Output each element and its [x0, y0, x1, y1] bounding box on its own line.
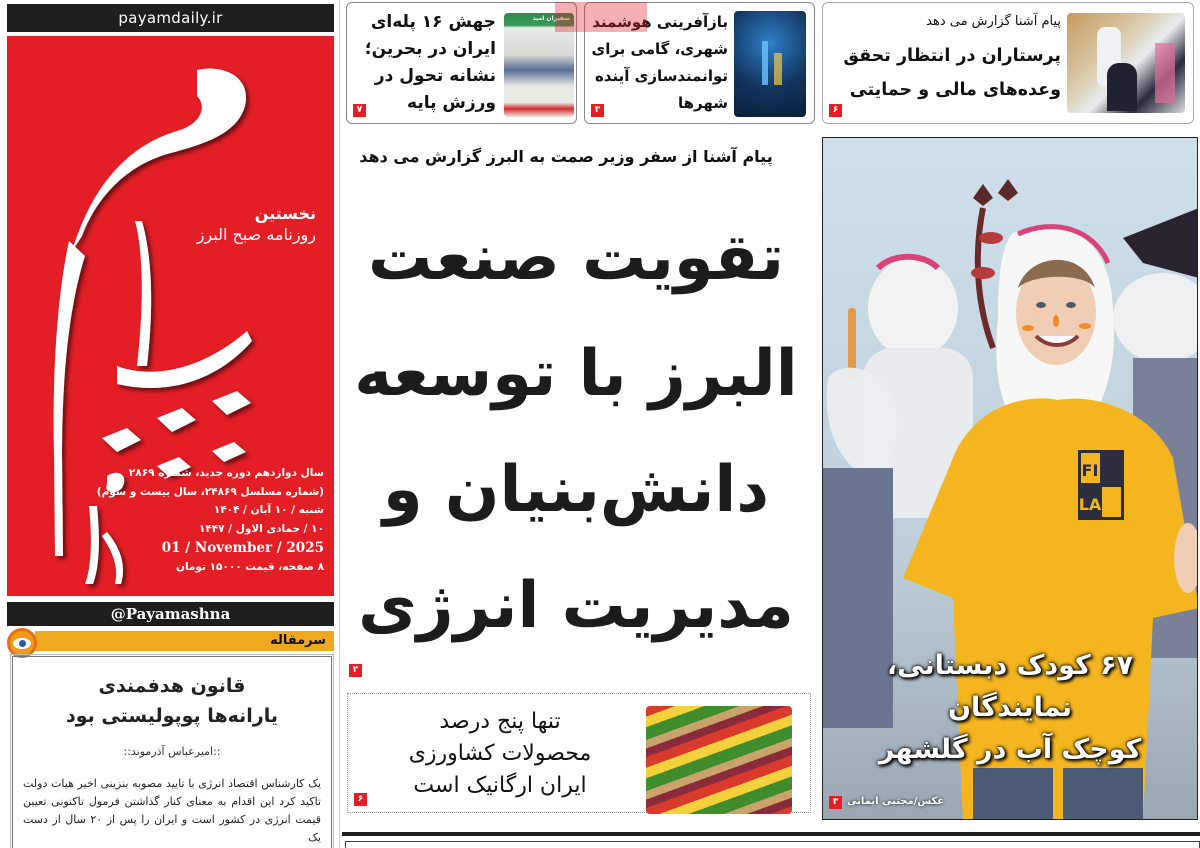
page-number-badge: ۶	[354, 793, 367, 806]
editorial-body: یک کارشناس اقتصاد انرژی با تایید مصوبه بنزینی اخیر هیات دولت تاکید کرد این اقدام به معنای کنار گذاشتن فرمول تاکنونی تعیین قیمت انرژی در کشور است و ایران را پس از ۲۰ سال از دست یک	[23, 777, 321, 844]
issue-info	[97, 464, 324, 577]
photo-credit-text: عکس/مجتبی ایمانی	[847, 796, 945, 807]
site-url[interactable]: payamdaily.ir	[7, 4, 334, 32]
smart-city-photo	[734, 11, 806, 117]
editorial-article[interactable]	[12, 656, 332, 848]
page-number-badge: ۲	[349, 664, 362, 677]
persian-date: شنبه / ۱۰ آبان / ۱۴۰۴	[213, 504, 324, 516]
sport-photo-label: سفیران امید	[532, 15, 570, 22]
smart-city-headline: بازآفرینی هوشمند شهری، گامی برای توانمندسازی آینده شهرها	[591, 13, 728, 112]
vegetables-photo	[646, 706, 792, 814]
issue-number: سال دوازدهم دوره جدید، شماره ۲۸۶۹	[128, 467, 324, 479]
social-handle[interactable]: @Payamashna	[7, 602, 334, 626]
main-kicker: پیام آشنا از سفر وزیر صمت به البرز گزارش می دهد	[359, 147, 773, 166]
page-number-badge: ۳	[591, 104, 604, 117]
editorial-title-line2: یارانه‌ها پوپولیستی بود	[65, 705, 278, 727]
photo-story[interactable]	[822, 137, 1198, 820]
tagline: نخستین روزنامه صبح البرز	[196, 204, 316, 244]
page-number-badge: ۳	[829, 796, 842, 809]
nurses-headline: پرستاران در انتظار تحقق وعده‌های مالی و حمایتی	[843, 46, 1061, 100]
teaser-nurses[interactable]	[822, 2, 1194, 124]
svg-text:LA: LA	[1078, 495, 1102, 514]
price-info: ۸ صفحه، قیمت ۱۵۰۰۰ تومان	[176, 561, 324, 573]
editorial-section	[7, 628, 334, 848]
nurses-photo	[1067, 13, 1185, 113]
bottom-divider	[342, 832, 1200, 836]
building-shape	[774, 53, 782, 85]
sport-headline: جهش ۱۶ پله‌ای ایران در بحرین؛ نشانه تحول در ورزش پایه	[364, 12, 496, 113]
organic-headline: تنها پنج درصد محصولات کشاورزی ایران ارگانیک است	[408, 709, 592, 798]
column-divider	[339, 0, 340, 848]
bottom-box-edge	[345, 841, 1200, 848]
tower-shape	[762, 41, 768, 85]
teaser-sport[interactable]	[346, 2, 577, 124]
logo-block	[7, 36, 334, 596]
page-number-badge: ۶	[829, 104, 842, 117]
hijri-date: ۱۰ / جمادی الاول / ۱۴۴۷	[198, 522, 324, 535]
masthead	[7, 4, 334, 624]
page-number-badge: ۷	[353, 104, 366, 117]
photo-credit	[829, 795, 944, 809]
red-tab-overlay	[555, 2, 647, 32]
eye-icon	[7, 628, 37, 658]
main-headline[interactable]: تقویت صنعت البرز با توسعه دانش‌بنیان و مدیریت انرژی	[354, 221, 798, 643]
teaser-organic[interactable]	[347, 693, 811, 813]
nurse-figure	[1107, 63, 1137, 111]
issue-serial: (شماره مسلسل ۲۴۸۶۹، سال بیست و سوم)	[96, 485, 324, 498]
nurses-kicker: پیام آشنا گزارش می دهد	[926, 14, 1061, 29]
editorial-title-line1: قانون هدفمندی	[98, 675, 246, 697]
files-shape	[1155, 43, 1175, 103]
svg-text:FI: FI	[1081, 461, 1099, 480]
photo-caption: ۶۷ کودک دبستانی، نمایندگان کوچک آب در گلشهر	[878, 650, 1142, 765]
editorial-author: ::امیرعباس آذرموند::	[123, 745, 221, 758]
editorial-label: سرمقاله	[35, 631, 334, 651]
gregorian-date: 01 / November / 2025	[161, 540, 324, 556]
